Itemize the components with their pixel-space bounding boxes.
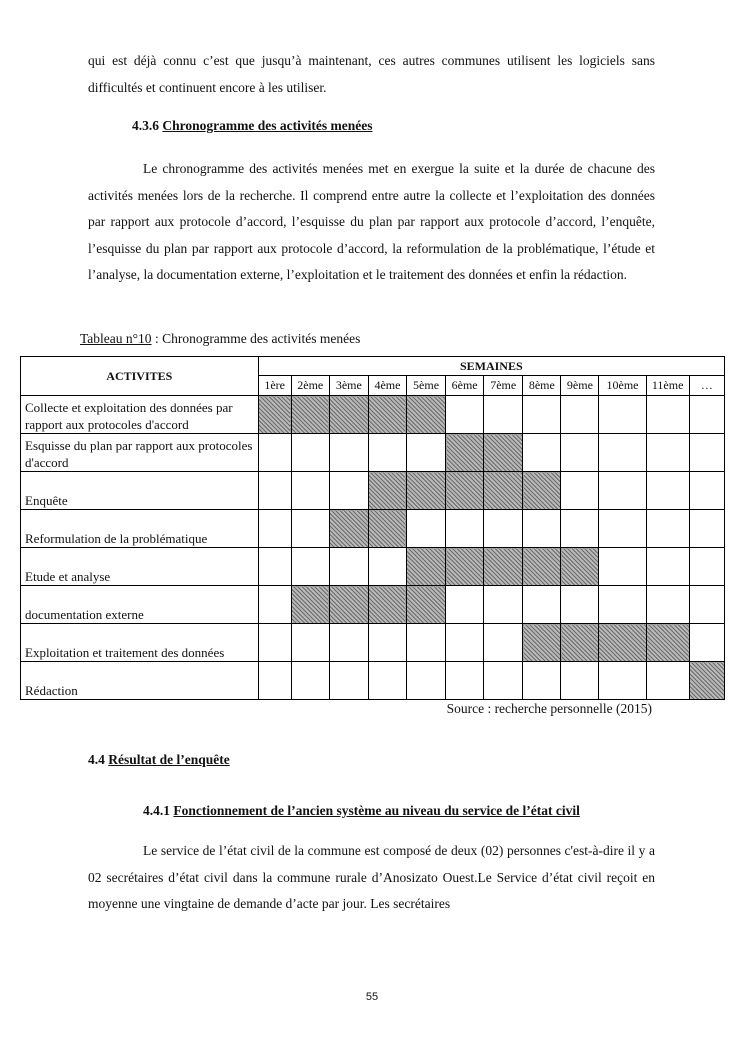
gantt-cell	[523, 662, 561, 700]
gantt-cell	[258, 472, 291, 510]
week-header-cell: 2ème	[291, 376, 329, 396]
gantt-cell	[599, 472, 646, 510]
gantt-cell	[368, 434, 406, 472]
table-row	[21, 434, 725, 472]
section-heading-4-4-1	[143, 803, 580, 819]
section-title: Fonctionnement de l’ancien système au niveau du service de l’état civil	[173, 803, 580, 818]
gantt-cell	[646, 548, 689, 586]
gantt-cell-active	[368, 586, 406, 624]
gantt-cell	[689, 510, 724, 548]
gantt-cell-active	[446, 548, 484, 586]
gantt-cell	[329, 548, 368, 586]
gantt-cell	[689, 548, 724, 586]
gantt-cell	[329, 472, 368, 510]
activities-header: ACTIVITES	[21, 357, 259, 396]
activity-label: Rédaction	[21, 662, 259, 700]
week-header-cell: 8ème	[523, 376, 561, 396]
activity-label: Collecte et exploitation des données par rapport aux protocoles d'accord	[21, 396, 259, 434]
gantt-cell	[446, 396, 484, 434]
gantt-cell	[689, 472, 724, 510]
gantt-cell	[523, 434, 561, 472]
gantt-cell-active	[646, 624, 689, 662]
section-title: Chronogramme des activités menées	[162, 118, 373, 133]
gantt-cell	[258, 510, 291, 548]
gantt-cell	[406, 624, 445, 662]
table-caption-text: : Chronogramme des activités menées	[151, 331, 361, 346]
gantt-cell	[599, 510, 646, 548]
page-number: 55	[365, 991, 379, 1003]
gantt-cell	[646, 396, 689, 434]
gantt-cell-active	[523, 624, 561, 662]
gantt-cell	[446, 510, 484, 548]
gantt-cell-active	[599, 624, 646, 662]
week-header-cell: 7ème	[484, 376, 523, 396]
table-row	[21, 510, 725, 548]
gantt-cell-active	[329, 396, 368, 434]
gantt-cell	[291, 510, 329, 548]
table-source: Source : recherche personnelle (2015)	[446, 701, 652, 716]
gantt-cell	[599, 586, 646, 624]
gantt-cell	[599, 434, 646, 472]
gantt-cell	[329, 662, 368, 700]
activity-label: documentation externe	[21, 586, 259, 624]
gantt-cell	[599, 548, 646, 586]
table-row	[21, 586, 725, 624]
gantt-cell-active	[523, 548, 561, 586]
gantt-cell	[484, 624, 523, 662]
gantt-cell	[646, 434, 689, 472]
gantt-cell-active	[291, 396, 329, 434]
weeks-header: SEMAINES	[258, 357, 724, 376]
gantt-cell	[329, 434, 368, 472]
gantt-cell	[368, 548, 406, 586]
gantt-cell-active	[446, 472, 484, 510]
section-number: 4.4	[88, 752, 109, 767]
week-header-cell: 11ème	[646, 376, 689, 396]
gantt-cell-active	[291, 586, 329, 624]
gantt-cell	[599, 396, 646, 434]
week-header-cell: 5ème	[406, 376, 445, 396]
gantt-cell	[446, 586, 484, 624]
week-header-cell: 6ème	[446, 376, 484, 396]
gantt-cell-active	[368, 396, 406, 434]
gantt-cell	[561, 586, 599, 624]
gantt-cell-active	[406, 586, 445, 624]
activity-label: Enquête	[21, 472, 259, 510]
gantt-cell	[484, 662, 523, 700]
gantt-cell-active	[368, 510, 406, 548]
gantt-cell	[484, 510, 523, 548]
gantt-cell-active	[258, 396, 291, 434]
gantt-cell	[646, 586, 689, 624]
gantt-cell	[258, 434, 291, 472]
gantt-cell	[406, 510, 445, 548]
gantt-cell	[446, 662, 484, 700]
gantt-cell-active	[406, 548, 445, 586]
gantt-cell	[484, 586, 523, 624]
gantt-cell	[258, 548, 291, 586]
chronogram-table	[20, 356, 725, 700]
gantt-cell	[689, 396, 724, 434]
gantt-cell-active	[329, 586, 368, 624]
paragraph-etat-civil: Le service de l’état civil de la commune est composé de deux (02) personnes c'est-à-dire il y a 02 secrétaires d’état civil dans la commune rurale d’Anosizato Ouest.Le Service d’état civil reçoit en moyenne une vingtaine de demande d’acte par jour. Les secrétaires	[88, 843, 655, 911]
gantt-cell-active	[484, 548, 523, 586]
gantt-cell	[291, 472, 329, 510]
gantt-cell	[689, 586, 724, 624]
gantt-cell	[523, 510, 561, 548]
section-heading-4-4	[88, 752, 230, 768]
paragraph-chronogramme: Le chronogramme des activités menées met en exergue la suite et la durée de chacune des activités menées lors de la recherche. Il comprend entre autre la collecte et l’exploitation des données par rapport aux protocole d’accord, l’esquisse du plan par rapport aux protocole d’accord, l’enquête, l’esquisse du plan par rapport aux protocole d’accord, la reformulation de la problématique, l’étude et l’analyse, la documentation externe, l’exploitation et le traitement des données et enfin la rédaction.	[88, 161, 655, 282]
gantt-cell	[561, 434, 599, 472]
week-header-cell: 4ème	[368, 376, 406, 396]
gantt-cell	[561, 396, 599, 434]
gantt-cell	[484, 396, 523, 434]
gantt-cell-active	[406, 472, 445, 510]
gantt-cell-active	[368, 472, 406, 510]
activity-label: Esquisse du plan par rapport aux protocoles d'accord	[21, 434, 259, 472]
gantt-cell-active	[329, 510, 368, 548]
gantt-cell	[523, 396, 561, 434]
week-header-cell: 3ème	[329, 376, 368, 396]
gantt-cell	[523, 586, 561, 624]
gantt-cell	[561, 510, 599, 548]
gantt-cell-active	[406, 396, 445, 434]
table-row	[21, 472, 725, 510]
gantt-cell	[291, 624, 329, 662]
gantt-cell	[291, 548, 329, 586]
section-heading-4-3-6	[132, 118, 372, 134]
gantt-cell-active	[561, 624, 599, 662]
table-row	[21, 396, 725, 434]
gantt-cell	[646, 510, 689, 548]
gantt-cell	[406, 662, 445, 700]
gantt-cell	[368, 624, 406, 662]
week-header-cell: 1ère	[258, 376, 291, 396]
gantt-cell	[561, 662, 599, 700]
activity-label: Reformulation de la problématique	[21, 510, 259, 548]
table-row	[21, 548, 725, 586]
gantt-cell	[646, 472, 689, 510]
gantt-cell	[689, 624, 724, 662]
table-row	[21, 624, 725, 662]
gantt-cell	[646, 662, 689, 700]
table-row	[21, 662, 725, 700]
gantt-cell	[258, 624, 291, 662]
gantt-cell	[291, 434, 329, 472]
gantt-cell	[689, 434, 724, 472]
week-header-cell: …	[689, 376, 724, 396]
gantt-cell-active	[523, 472, 561, 510]
gantt-cell	[368, 662, 406, 700]
table-caption	[80, 331, 360, 347]
gantt-cell	[406, 434, 445, 472]
gantt-cell-active	[484, 472, 523, 510]
gantt-cell	[599, 662, 646, 700]
gantt-cell	[291, 662, 329, 700]
activity-label: Etude et analyse	[21, 548, 259, 586]
gantt-cell-active	[689, 662, 724, 700]
week-header-cell: 9ème	[561, 376, 599, 396]
gantt-cell-active	[484, 434, 523, 472]
gantt-body	[21, 396, 725, 700]
gantt-cell	[258, 662, 291, 700]
gantt-cell	[329, 624, 368, 662]
table-caption-label: Tableau n°10	[80, 331, 152, 346]
week-header-cell: 10ème	[599, 376, 646, 396]
section-title: Résultat de l’enquête	[108, 752, 230, 767]
intro-paragraph: qui est déjà connu c’est que jusqu’à maintenant, ces autres communes utilisent les logiciels sans difficultés et continuent encore à les utiliser.	[88, 53, 655, 95]
gantt-cell-active	[446, 434, 484, 472]
activity-label: Exploitation et traitement des données	[21, 624, 259, 662]
gantt-cell	[561, 472, 599, 510]
gantt-cell	[258, 586, 291, 624]
section-number: 4.3.6	[132, 118, 163, 133]
section-number: 4.4.1	[143, 803, 174, 818]
gantt-cell-active	[561, 548, 599, 586]
gantt-cell	[446, 624, 484, 662]
